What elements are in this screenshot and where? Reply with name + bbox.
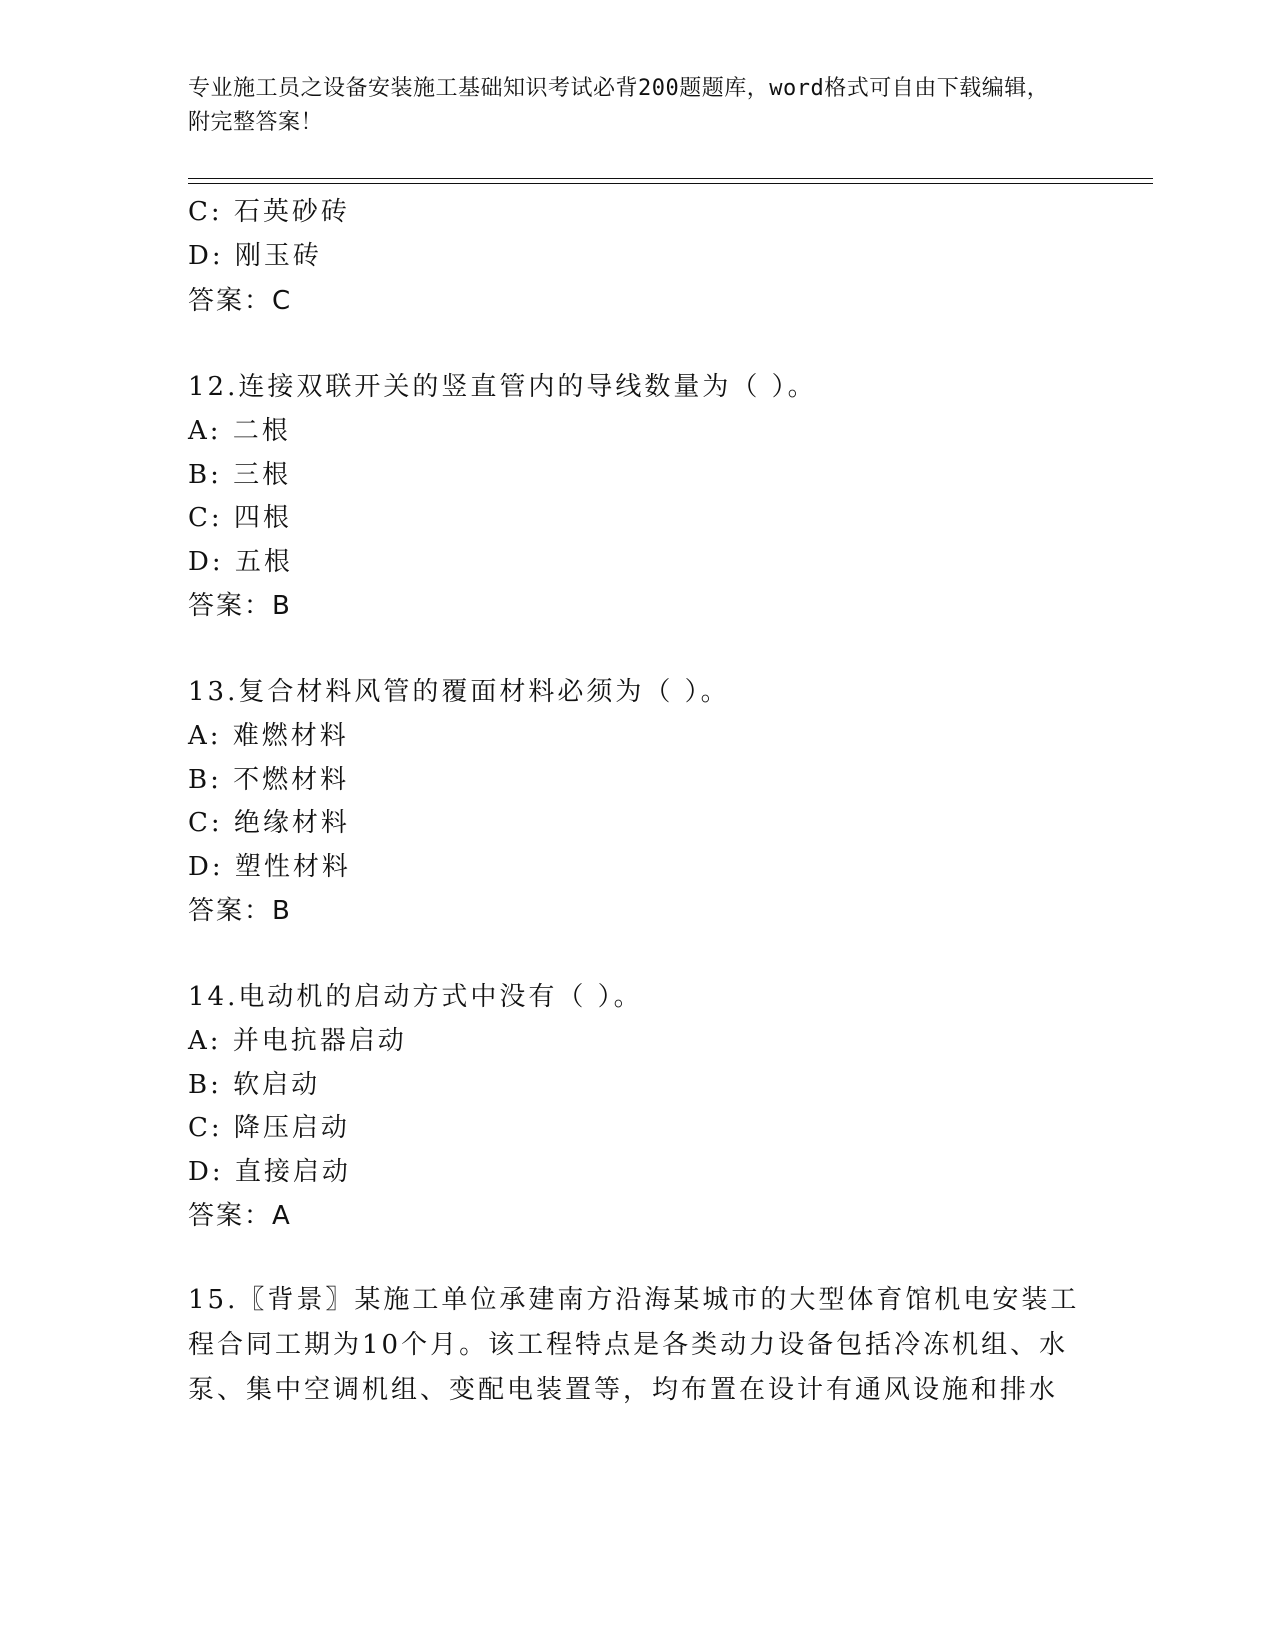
question-12: 12.连接双联开关的竖直管内的导线数量为（ ）。	[188, 372, 817, 402]
question-12-option-d: D: 五根	[188, 547, 293, 577]
question-13: 13.复合材料风管的覆面材料必须为（ ）。	[188, 677, 730, 707]
question-12-answer: 答案：B	[188, 591, 292, 621]
header-divider-bottom	[188, 183, 1153, 184]
question-12-option-a: A: 二根	[188, 416, 291, 446]
answer-prev: 答案：C	[188, 286, 293, 316]
option-c-prev: C: 石英砂砖	[188, 197, 350, 227]
question-14-answer: 答案：A	[188, 1201, 292, 1231]
question-14-option-c: C: 降压启动	[188, 1113, 350, 1143]
question-13-option-c: C: 绝缘材料	[188, 808, 350, 838]
question-14-option-d: D: 直接启动	[188, 1157, 351, 1187]
question-13-option-d: D: 塑性材料	[188, 852, 351, 882]
question-13-answer: 答案：B	[188, 896, 292, 926]
question-12-option-c: C: 四根	[188, 503, 292, 533]
document-header: 专业施工员之设备安装施工基础知识考试必背200题题库，word格式可自由下载编辑，附完整答案！	[188, 76, 1050, 135]
question-14-option-a: A: 并电抗器启动	[188, 1026, 407, 1056]
question-12-option-b: B: 三根	[188, 460, 292, 490]
question-14: 14.电动机的启动方式中没有（ ）。	[188, 982, 643, 1012]
option-d-prev: D: 刚玉砖	[188, 241, 322, 271]
question-15: 15.〖背景〗某施工单位承建南方沿海某城市的大型体育馆机电安装工程合同工期为10个月。该工程特点是各类动力设备包括冷冻机组、水泵、集中空调机组、变配电装置等，均布置在设计有通风设施和排水	[188, 1285, 1080, 1405]
question-14-option-b: B: 软启动	[188, 1070, 321, 1100]
question-13-option-a: A: 难燃材料	[188, 721, 349, 751]
question-13-option-b: B: 不燃材料	[188, 765, 350, 795]
header-divider-top	[188, 178, 1153, 179]
